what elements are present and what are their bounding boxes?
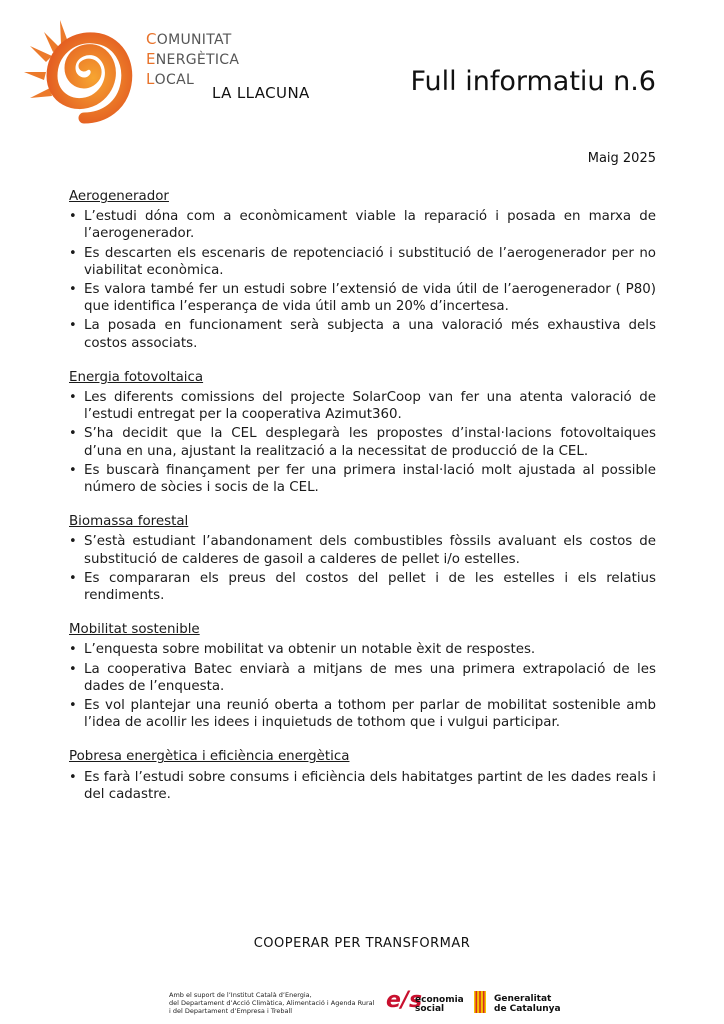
gen-logo-line: Generalitat [494,994,552,1004]
gen-logo-line: de Catalunya [494,1004,561,1014]
list-item: • Es valora també fer un estudi sobre l’extensió de vida útil de l’aerogenerador ( P80) que identifica l’esperança de vida útil amb un 20% d’incertesa. [69,282,656,315]
list-item-text: La posada en funcionament serà subjecta a una valoració més exhaustiva dels costos associats. [84,318,656,351]
bullet-list [69,533,656,604]
list-item-text: Es buscarà finançament per fer una primera instal·lació molt ajustada al possible número de sòcies i socis de la CEL. [84,462,656,496]
es-logo-line: economia [415,995,464,1005]
section-heading: Mobilitat sostenible [69,622,200,638]
newsletter-content [69,188,656,820]
section-biomassa-forestal [69,513,656,604]
list-item-text: Les diferents comissions del projecte SolarCoop van fer una atenta valoració de l’estudi entregat per la cooperativa Azimut360. [84,390,656,423]
logo-letter-e: E [146,50,156,68]
logo-letter-c: C [146,30,157,48]
list-item-text: S’ha decidit que la CEL desplegarà les propostes d’instal·lacions fotovoltaiques d’una en una, ajustant la realització a la necessitat de producció de la CEL. [84,426,656,459]
support-notice [169,991,374,1015]
section-heading: Energia fotovoltaica [69,369,204,385]
list-item-text: S’està estudiant l’abandonament dels combustibles fòssils avaluant els costos de substitució de calderes de gasoil a calderes de pellet i/o estelles. [84,534,656,567]
list-item: • S’està estudiant l’abandonament dels combustibles fòssils avaluant els costos de substitució de calderes de gasoil a calderes de pellet i/o estelles. [69,534,656,567]
list-item: • Les diferents comissions del projecte SolarCoop van fer una atenta valoració de l’estudi entregat per la cooperativa Azimut360. [69,390,656,423]
list-item: • La posada en funcionament serà subjecta a una valoració més exhaustiva dels costos associats. [69,318,656,351]
list-item: • L’estudi dóna com a econòmicament viable la reparació i posada en marxa de l’aerogenerador. [69,209,656,242]
support-line: del Departament d’Acció Climàtica, Alimentació i Agenda Rural [169,999,375,1007]
list-item-text: Es vol plantejar una reunió oberta a tothom per parlar de mobilitat sostenible amb l’idea de acollir les idees i inquietuds de tothom que i vulgui participar. [84,698,656,731]
es-mark-icon: e/s [386,988,423,1013]
list-item-text: Es descarten els escenaris de repotenciació i substitució de l’aerogenerador per no viabilitat econòmica. [84,245,656,278]
list-item: • Es descarten els escenaris de repotenciació i substitució de l’aerogenerador per no viabilitat econòmica. [69,245,656,278]
bullet-list [69,641,656,731]
logo-word-3: OCAL [154,72,195,88]
place-name: LA LLACUNA [212,84,310,102]
logo-letter-l: L [146,70,155,88]
list-item-text: La cooperativa Batec enviarà a mitjans de mes una primera extrapolació de les dades de l’enquesta. [84,661,656,694]
section-pobresa-energetica [69,748,656,803]
list-item-text: Es farà l’estudi sobre consums i eficiència dels habitatges partint de les dades reals i del cadastre. [84,769,656,802]
list-item: • Es compararan els preus del costos del pellet i de les estelles i els relatius rendiments. [69,570,656,604]
footer-motto: COOPERAR PER TRANSFORMAR [253,936,471,951]
es-logo-line: social [415,1004,445,1014]
section-aerogenerador [69,188,656,352]
logo-word-1: OMUNITAT [156,32,232,48]
section-mobilitat-sostenible [69,621,656,731]
list-item-text: L’estudi dóna com a econòmicament viable la reparació i posada en marxa de l’aerogenerador. [84,209,656,242]
list-item: • L’enquesta sobre mobilitat va obtenir un notable èxit de respostes. [69,642,536,658]
list-item: • Es farà l’estudi sobre consums i eficiència dels habitatges partint de les dades reals i del cadastre. [69,769,656,802]
bullet-list [69,389,656,496]
list-item: • La cooperativa Batec enviarà a mitjans de mes una primera extrapolació de les dades de l’enquesta. [69,661,656,694]
bullet-list [69,208,656,352]
document-title: Full informatiu n.6 [410,66,656,97]
spiral-sun-icon [22,14,134,124]
support-line: i del Departament d’Empresa i Treball [169,1007,293,1015]
senyera-icon [474,991,486,1013]
list-item: • S’ha decidit que la CEL desplegarà les propostes d’instal·lacions fotovoltaiques d’una en una, ajustant la realització a la necessitat de producció de la CEL. [69,426,656,459]
list-item: • Es vol plantejar una reunió oberta a tothom per parlar de mobilitat sostenible amb l’idea de acollir les idees i inquietuds de tothom que i vulgui participar. [69,698,656,731]
list-item: • Es buscarà finançament per fer una primera instal·lació molt ajustada al possible número de sòcies i socis de la CEL. [69,462,656,496]
logo-wordmark [146,30,239,90]
logo-word-2: NERGÈTICA [155,52,240,68]
section-heading: Aerogenerador [69,189,169,204]
section-energia-fotovoltaica [69,369,656,496]
section-heading: Pobresa energètica i eficiència energètica [69,749,350,765]
list-item-text: Es valora també fer un estudi sobre l’extensió de vida útil de l’aerogenerador ( P80) que identifica l’esperança de vida útil amb un 20% d’incertesa. [84,282,656,315]
bullet-list [69,769,656,803]
list-item-text: Es compararan els preus del costos del pellet i de les estelles i els relatius rendiments. [84,570,656,604]
support-line: Amb el suport de l’Institut Català d’Energia, [169,991,312,999]
list-item-text: L’enquesta sobre mobilitat va obtenir un notable èxit de respostes. [84,642,536,658]
document-date: Maig 2025 [587,151,656,166]
section-heading: Biomassa forestal [69,514,189,530]
